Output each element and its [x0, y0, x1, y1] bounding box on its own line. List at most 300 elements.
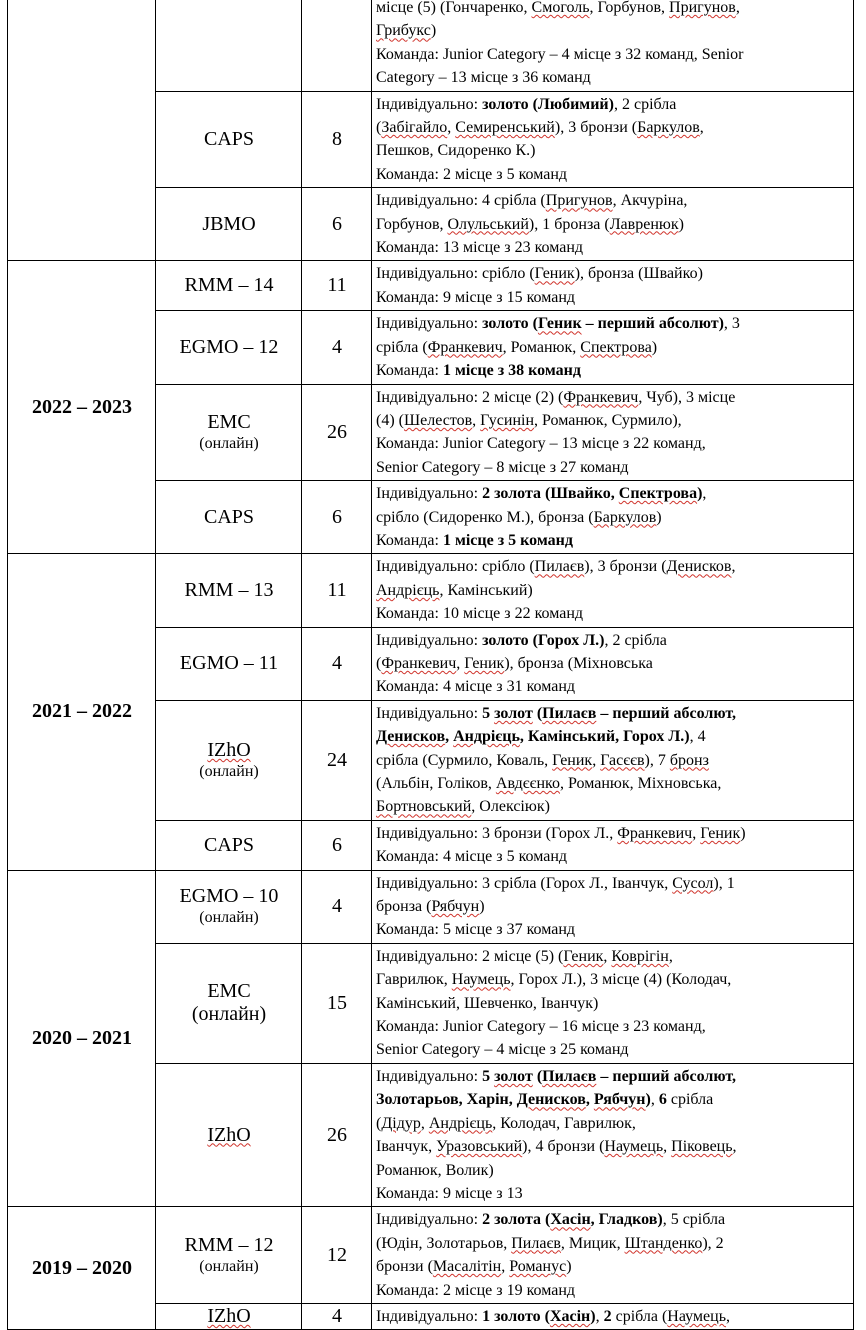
result-line	[376, 945, 850, 968]
participants-count: 6	[302, 188, 372, 261]
result-text: Пилаєв	[542, 1067, 597, 1085]
result-text: Наумець	[667, 1307, 727, 1325]
result-text: ,	[595, 1307, 604, 1325]
result-text: ,	[501, 1258, 510, 1276]
result-line	[376, 749, 850, 772]
result-text: Індивідуально: 3 бронзи (Горох Л.,	[376, 824, 618, 842]
result-text: Команда: 2 місце з 19 команд	[376, 1281, 576, 1299]
competition-cell	[156, 311, 302, 384]
result-text: Команда: Junior Category – 4 місце з 32 команд, Senior	[376, 45, 744, 63]
result-line	[376, 482, 850, 505]
result-line	[376, 1159, 850, 1182]
result-text: 5	[482, 1067, 495, 1085]
participants-count: 24	[302, 700, 372, 820]
competition-name: CAPS	[203, 505, 255, 528]
result-text: Баркулов	[637, 119, 700, 137]
result-text: Олульський	[447, 215, 529, 233]
result-text: Команда: 4 місце з 31 команд	[376, 678, 576, 696]
result-text: Уразовський	[436, 1138, 523, 1156]
result-text: Франкевич	[427, 338, 503, 356]
result-line	[376, 845, 850, 868]
results-cell	[372, 1207, 854, 1304]
result-text: Денисков	[666, 558, 732, 576]
competition-format: (онлайн)	[199, 909, 259, 927]
result-text: ,	[663, 1138, 672, 1156]
result-line	[376, 506, 850, 529]
result-text: )	[645, 1091, 651, 1109]
result-text: Геник	[700, 824, 741, 842]
result-line	[376, 1015, 850, 1038]
result-text: , Чуб), 3 місце	[638, 388, 736, 406]
result-line	[376, 1135, 850, 1158]
competition-cell	[156, 0, 302, 91]
result-text: 6	[658, 1091, 667, 1109]
result-text: )	[678, 215, 684, 233]
result-text: Команда: 9 місце з 13	[376, 1184, 523, 1202]
competition-cell	[156, 188, 302, 261]
result-text: ), 1 бронза (	[528, 215, 610, 233]
result-line	[376, 1279, 850, 1302]
result-text: Команда: Junior Category – 16 місце з 23 команд,	[376, 1018, 706, 1036]
result-text: (	[532, 704, 543, 722]
result-text: Команда:	[376, 531, 443, 549]
result-text: Денисков	[376, 728, 446, 746]
result-text: Хасін	[549, 1307, 591, 1325]
result-text: срібла (	[376, 338, 428, 356]
result-line	[376, 918, 850, 941]
competition-cell	[156, 91, 302, 188]
result-text: ,	[603, 947, 612, 965]
results-cell	[372, 91, 854, 188]
competition-name: EMC	[207, 980, 251, 1003]
result-text: 2 золота (	[482, 1211, 551, 1229]
result-text: Senior Category – 8 місце з 27 команд	[376, 458, 629, 476]
result-line	[376, 432, 850, 455]
result-text: Гончаренко	[445, 0, 524, 16]
result-line	[376, 992, 850, 1015]
result-text: срібла (	[611, 1307, 668, 1325]
participants-count: 4	[302, 1303, 372, 1329]
result-text: , 5 срібла	[662, 1211, 726, 1229]
result-text: Команда: 4 місце з 5 команд	[376, 848, 568, 866]
competition-format: (онлайн)	[191, 1003, 267, 1026]
result-line	[376, 0, 850, 19]
result-text: Гусинін	[480, 411, 535, 429]
result-text: Індивідуально:	[376, 485, 483, 503]
result-text: , Романюк, Міхновська,	[560, 775, 722, 792]
result-text: Індивідуально:	[376, 1307, 483, 1325]
result-line	[376, 19, 850, 42]
year-cell: 2021 – 2022	[8, 554, 156, 870]
competition-name: EGMO – 10	[179, 885, 279, 908]
result-text: Франкевич	[381, 654, 457, 672]
result-text: , 3	[723, 315, 740, 333]
result-text: 5	[482, 704, 495, 722]
competition-name: JBMO	[202, 212, 256, 235]
year-cell: 2019 – 2020	[8, 1207, 156, 1330]
result-text: ,	[668, 947, 673, 965]
result-line	[376, 555, 850, 578]
result-text: – перший абсолют,	[596, 704, 737, 722]
participants-count: 11	[302, 554, 372, 627]
result-text: Команда: 10 місце з 22 команд	[376, 605, 584, 623]
result-text: Смоголь	[531, 0, 590, 16]
result-text: (Юдін, Золотарьов,	[376, 1234, 512, 1252]
competition-cell	[156, 700, 302, 820]
result-line	[376, 795, 850, 818]
result-text: 1 золото (	[482, 1307, 550, 1325]
table-row	[8, 261, 854, 311]
result-text: 2 золота (Швайко,	[482, 485, 619, 503]
result-text: срібла	[666, 1091, 714, 1109]
participants-count: 6	[302, 481, 372, 554]
result-text: Іванчук,	[376, 1138, 437, 1156]
result-text: Геник	[534, 265, 575, 283]
result-line	[376, 602, 850, 625]
result-text: Гасєєв	[600, 751, 645, 769]
results-cell	[372, 481, 854, 554]
result-text: місце (5) (	[376, 0, 446, 16]
competition-format: (онлайн)	[199, 434, 259, 452]
result-text: Команда:	[376, 362, 443, 380]
result-line	[376, 968, 850, 991]
results-cell	[372, 554, 854, 627]
result-text: ), 2	[702, 1234, 724, 1252]
result-line	[376, 1038, 850, 1061]
results-cell	[372, 1063, 854, 1206]
result-text: Команда: Junior Category – 13 місце з 22 команд,	[376, 435, 706, 453]
result-text: )	[740, 824, 746, 842]
participants-count	[302, 0, 372, 91]
result-text: ), бронза (Швайко)	[574, 265, 703, 283]
result-text: ,	[592, 751, 601, 769]
result-text: )	[697, 485, 703, 503]
result-text: ,	[456, 654, 465, 672]
result-text: )	[479, 898, 485, 916]
result-line	[376, 213, 850, 236]
result-text: 1 місце з 38 команд	[442, 362, 581, 380]
result-text: Романус	[509, 1258, 567, 1276]
result-text: Індивідуально: 4 срібла (	[376, 192, 546, 210]
result-text: Франкевич	[617, 824, 693, 842]
result-text: ,	[699, 119, 704, 137]
result-text: ,	[445, 728, 454, 746]
result-text: Індивідуально:	[376, 1211, 483, 1229]
result-text: ,	[731, 558, 736, 576]
result-text: Пригунов	[669, 0, 736, 16]
competition-name: RMM – 12	[184, 1233, 274, 1256]
competition-name: IZhO	[207, 738, 251, 761]
result-line	[376, 579, 850, 602]
result-text: (	[376, 654, 382, 672]
participants-count: 15	[302, 943, 372, 1063]
result-text: (	[532, 1067, 543, 1085]
result-text: Пригунов	[545, 192, 613, 210]
result-text: , Горбунов,	[589, 0, 670, 16]
participants-count: 11	[302, 261, 372, 311]
result-text: ), бронза (Міхновська	[504, 654, 653, 672]
results-cell	[372, 1303, 854, 1329]
participants-count: 4	[302, 627, 372, 700]
result-line	[376, 236, 850, 259]
result-text: (4) (	[376, 411, 404, 429]
results-cell	[372, 700, 854, 820]
result-text: (	[376, 1114, 382, 1132]
result-line	[376, 1208, 850, 1231]
result-text: Пилаєв	[542, 704, 597, 722]
result-text: )	[651, 338, 658, 356]
result-text: бронза (	[376, 898, 432, 916]
result-text: ,	[523, 0, 532, 16]
competition-format: (онлайн)	[199, 1257, 259, 1275]
result-text: Індивідуально:	[376, 704, 483, 722]
result-text: Семиренський	[455, 119, 555, 137]
result-line	[376, 1112, 850, 1135]
result-text: , Романюк,	[502, 338, 581, 356]
result-line	[376, 139, 850, 162]
result-text: Хасін	[550, 1211, 591, 1229]
result-line	[376, 93, 850, 116]
result-text: Команда: 5 місце з 37 команд	[376, 921, 576, 939]
result-text: Камінський, Шевченко, Іванчук)	[376, 994, 599, 1012]
result-text: Коврігін	[611, 947, 669, 965]
result-text: , Олексіюк)	[471, 798, 550, 816]
result-text: Команда: 13 місце з 23 команд	[376, 239, 584, 257]
result-text: Золотарьов, Харін,	[376, 1091, 517, 1109]
result-text: , Романюк, Сурмило),	[534, 411, 682, 429]
competition-name: RMM – 14	[184, 274, 274, 297]
result-text: Геник	[563, 947, 604, 965]
year-cell: 2020 – 2021	[8, 870, 156, 1207]
result-line	[376, 529, 850, 552]
participants-count: 26	[302, 384, 372, 481]
result-text: Гаврилюк,	[376, 971, 452, 989]
result-text: Забігайло	[381, 119, 448, 137]
result-text: (Альбін, Голіков,	[376, 775, 496, 792]
results-cell	[372, 384, 854, 481]
results-cell	[372, 627, 854, 700]
result-text: Андрієць	[428, 1114, 493, 1132]
results-cell	[372, 261, 854, 311]
result-text: Лавренюк	[609, 215, 679, 233]
result-text: Індивідуально: 2 місце (5) (	[376, 947, 564, 965]
result-text: Індивідуально: 3 срібла (Горох Л., Іванчук,	[376, 874, 673, 892]
competition-name: EGMO – 11	[179, 652, 279, 675]
result-text: ,	[585, 1091, 594, 1109]
results-cell	[372, 188, 854, 261]
participants-count: 26	[302, 1063, 372, 1206]
result-text: Баркулов	[593, 508, 657, 526]
result-line	[376, 822, 850, 845]
result-text: Геник	[552, 751, 593, 769]
result-text: Андрієць	[453, 728, 520, 746]
participants-count: 6	[302, 820, 372, 870]
result-text: срібло (Сидоренко М.), бронза (	[376, 508, 594, 526]
result-text: срібла (Сурмило, Коваль,	[376, 751, 553, 769]
result-text: – перший абсолют)	[581, 315, 724, 333]
result-text: Андрієць	[376, 581, 440, 599]
result-text: , Горох Л.), 3 місце (4) (Колодач,	[510, 971, 732, 989]
results-cell	[372, 820, 854, 870]
participants-count: 4	[302, 870, 372, 943]
result-text: Піковець	[671, 1138, 733, 1156]
competition-cell	[156, 627, 302, 700]
result-text: золото (Любимий)	[482, 95, 614, 113]
result-line	[376, 163, 850, 186]
result-text: ,	[726, 1307, 731, 1325]
result-text: Індивідуально: срібло (	[376, 265, 535, 283]
result-text: )	[656, 508, 662, 526]
results-cell	[372, 870, 854, 943]
result-text: – перший абсолют,	[596, 1067, 737, 1085]
participants-count: 8	[302, 91, 372, 188]
result-text: , Мицик,	[560, 1234, 625, 1252]
competition-name: EGMO – 12	[179, 335, 279, 358]
result-text: ,	[702, 485, 707, 503]
result-text: Наумець	[451, 971, 511, 989]
result-text: Горбунов,	[376, 215, 448, 233]
result-text: Романюк, Волик)	[376, 1161, 494, 1179]
result-line	[376, 725, 850, 748]
participants-count: 12	[302, 1207, 372, 1304]
result-text: Індивідуально:	[376, 631, 483, 649]
competition-name: RMM – 13	[184, 578, 274, 601]
table-row	[8, 0, 854, 91]
competition-cell	[156, 820, 302, 870]
result-line	[376, 286, 850, 309]
competition-name: CAPS	[203, 833, 255, 856]
result-text: Senior Category – 4 місце з 25 команд	[376, 1041, 629, 1059]
result-line	[376, 43, 850, 66]
result-text: , 2 срібла	[613, 95, 677, 113]
result-line	[376, 675, 850, 698]
result-text: Пешков, Сидоренко К.)	[376, 142, 536, 160]
result-text: ,	[472, 411, 481, 429]
table-row	[8, 554, 854, 627]
result-text: ), 1	[713, 874, 735, 892]
result-text: (	[376, 119, 382, 137]
result-text: Category – 13 місце з 36 команд	[376, 69, 591, 87]
result-text: бронзи (	[376, 1258, 433, 1276]
results-cell	[372, 311, 854, 384]
result-line	[376, 312, 850, 335]
result-text: Рябчун	[593, 1091, 646, 1109]
result-text: Геник	[537, 315, 582, 333]
year-cell	[8, 0, 156, 261]
result-text: ), 4 бронзи (	[522, 1138, 605, 1156]
result-text: Спектрова	[618, 485, 698, 503]
result-text: , Камінський)	[439, 581, 533, 599]
result-text: , Колодач, Гаврилюк,	[492, 1114, 636, 1132]
result-text: Індивідуально:	[376, 315, 483, 333]
result-text: Пилаєв	[511, 1234, 561, 1252]
result-text: золото (	[482, 315, 538, 333]
competition-format: (онлайн)	[199, 762, 259, 780]
result-line	[376, 1232, 850, 1255]
result-text: Наумець	[604, 1138, 664, 1156]
result-line	[376, 702, 850, 725]
table-row	[8, 870, 854, 943]
result-line	[376, 189, 850, 212]
participants-count: 4	[302, 311, 372, 384]
result-text: )	[566, 1258, 572, 1276]
result-line	[376, 895, 850, 918]
competition-name: IZhO	[207, 1123, 251, 1146]
result-line	[376, 262, 850, 285]
competition-name: EMC	[207, 410, 251, 433]
table-body	[8, 0, 854, 1330]
competition-cell	[156, 870, 302, 943]
result-text: Індивідуально: 2 місце (2) (	[376, 388, 564, 406]
result-text: )	[590, 1307, 596, 1325]
result-line	[376, 652, 850, 675]
result-text: Франкевич	[563, 388, 639, 406]
result-text: Індивідуально:	[376, 95, 483, 113]
result-text: бронз	[669, 751, 709, 769]
result-text: , Гладков)	[590, 1211, 663, 1229]
competition-cell	[156, 384, 302, 481]
result-text: Індивідуально:	[376, 1067, 483, 1085]
result-text: Пилаєв	[534, 558, 585, 576]
result-text: Бортновський	[376, 798, 472, 816]
result-text: ,	[650, 1091, 659, 1109]
result-text: Авдєєнко	[495, 775, 560, 792]
result-line	[376, 336, 850, 359]
competition-cell	[156, 1303, 302, 1329]
result-line	[376, 772, 850, 795]
competition-cell	[156, 554, 302, 627]
result-text: , 4	[689, 728, 706, 746]
result-text: Денисков	[516, 1091, 586, 1109]
result-line	[376, 1065, 850, 1088]
result-text: Рябчун	[431, 898, 480, 916]
result-text: 2	[603, 1307, 612, 1325]
result-text: Шелестов	[403, 411, 473, 429]
result-text: ), 7	[644, 751, 670, 769]
result-line	[376, 386, 850, 409]
result-text: Команда: 9 місце з 15 команд	[376, 288, 576, 306]
result-line	[376, 629, 850, 652]
result-text: ), 3 бронзи (	[584, 558, 667, 576]
result-line	[376, 66, 850, 89]
competition-cell	[156, 1207, 302, 1304]
result-line	[376, 359, 850, 382]
result-line	[376, 409, 850, 432]
competition-cell	[156, 943, 302, 1063]
result-text: 1 місце з 5 команд	[442, 531, 573, 549]
olympiad-results-table	[7, 0, 854, 1330]
result-text: ,	[420, 1114, 429, 1132]
result-text: ,	[732, 1138, 737, 1156]
result-line	[376, 1088, 850, 1111]
result-text: Геник	[464, 654, 505, 672]
result-text: Сусол	[672, 874, 714, 892]
result-text: , 2 срібла	[604, 631, 667, 649]
competition-cell	[156, 481, 302, 554]
result-text: золото (Горох Л.)	[482, 631, 605, 649]
table-row	[8, 1207, 854, 1304]
result-text: Команда: 2 місце з 5 команд	[376, 165, 568, 183]
result-text: ), 3 бронзи (	[554, 119, 638, 137]
result-line	[376, 1305, 850, 1328]
results-cell	[372, 943, 854, 1063]
result-text: Спектрова	[580, 338, 652, 356]
result-text: Грибукс	[376, 22, 431, 40]
result-line	[376, 1182, 850, 1205]
result-text: Дідур	[381, 1114, 421, 1132]
results-cell	[372, 0, 854, 91]
result-text: )	[430, 22, 437, 40]
